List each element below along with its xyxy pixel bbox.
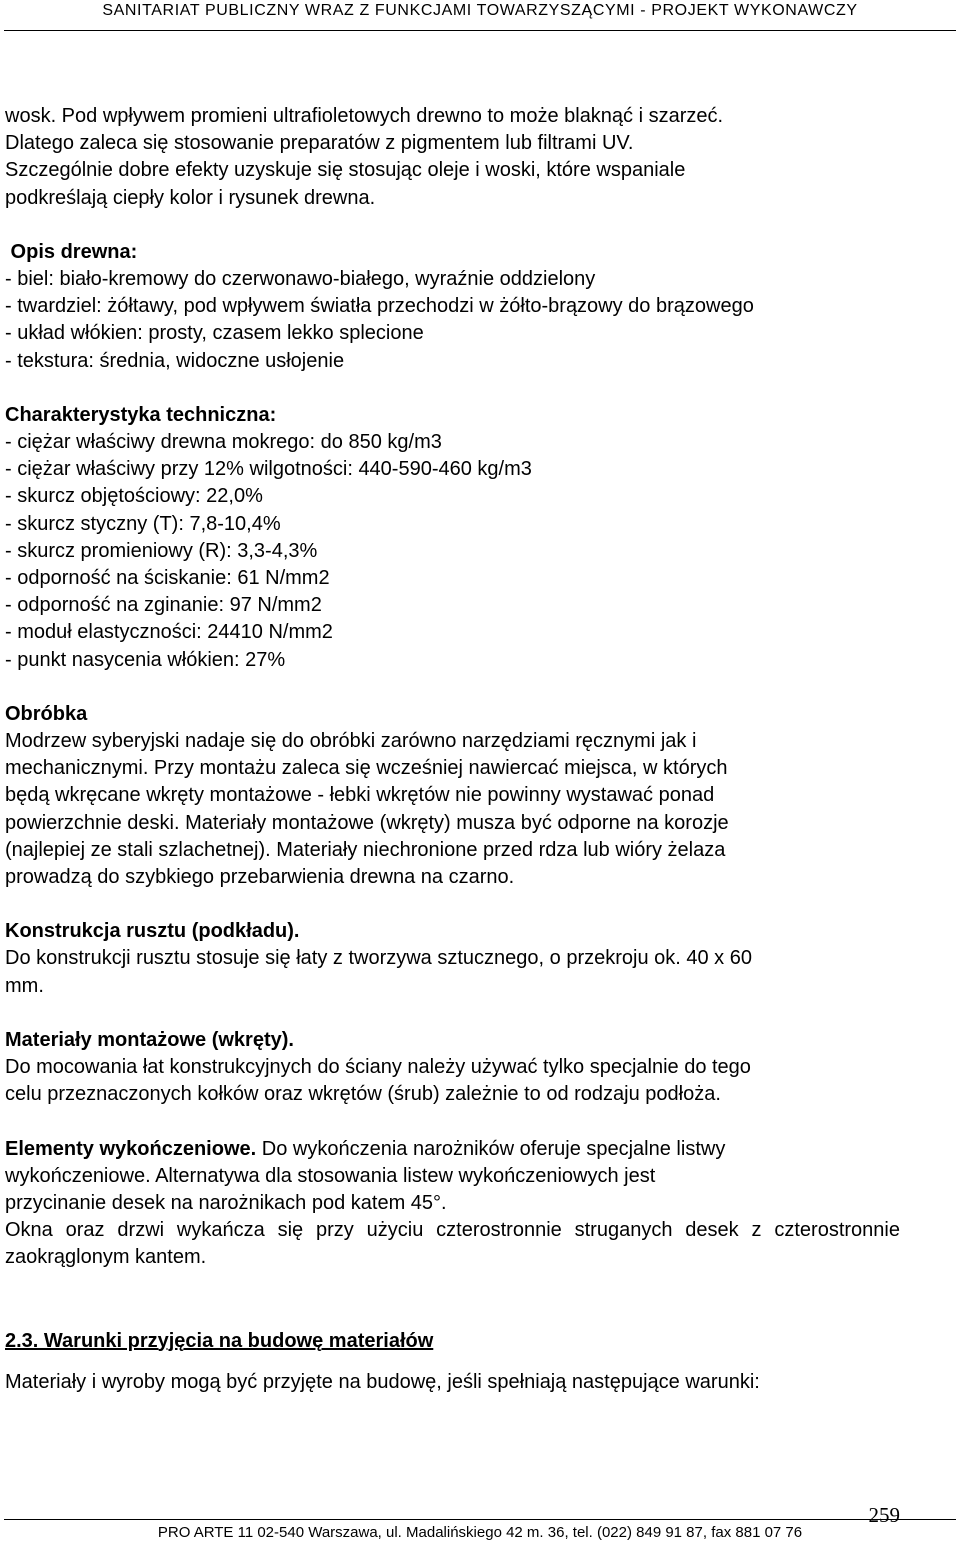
obrobka-line: Modrzew syberyjski nadaje się do obróbki zarówno narzędziami ręcznymi jak i <box>5 730 697 753</box>
elementy-line: wykończeniowe. Alternatywa dla stosowania listew wykończeniowych jest <box>5 1164 656 1187</box>
page-header: SANITARIAT PUBLICZNY WRAZ Z FUNKCJAMI TOWARZYSZĄCYMI - PROJEKT WYKONAWCZY <box>102 2 858 19</box>
section-2-3-title: 2.3. Warunki przyjęcia na budowę materiałów <box>5 1329 434 1352</box>
spec-item: - ciężar właściwy przy 12% wilgotności: 440-590-460 kg/m3 <box>5 458 532 481</box>
charakterystyka-section <box>5 402 905 674</box>
elementy-first-line <box>5 1136 905 1163</box>
elementy-section <box>5 1136 905 1272</box>
materialy-section <box>5 1027 905 1109</box>
elementy-text: Do wykończenia narożników oferuje specjalne listwy <box>256 1137 726 1160</box>
footer-rule <box>4 1519 956 1520</box>
elementy-line: przycinanie desek na narożnikach pod katem 45°. <box>5 1191 447 1214</box>
page-footer: PRO ARTE 11 02-540 Warszawa, ul. Madalińskiego 42 m. 36, tel. (022) 849 91 87, fax 881 07 76 <box>157 1524 803 1541</box>
spec-item: - ciężar właściwy drewna mokrego: do 850 kg/m3 <box>5 431 442 454</box>
intro-line: podkreślają ciepły kolor i rysunek drewna. <box>5 186 376 209</box>
materialy-line: celu przeznaczonych kołków oraz wkrętów (śrub) zależnie to od rodzaju podłoża. <box>5 1083 721 1106</box>
opis-item: - biel: biało-kremowy do czerwonawo-białego, wyraźnie oddzielony <box>5 268 596 291</box>
opis-section <box>5 239 905 375</box>
opis-item: - tekstura: średnia, widoczne usłojenie <box>5 349 345 372</box>
obrobka-line: prowadzą do szybkiego przebarwienia drewna na czarno. <box>5 866 515 889</box>
ruszt-section <box>5 918 905 1000</box>
obrobka-line: mechanicznymi. Przy montażu zaleca się wcześniej nawiercać miejsca, w których <box>5 757 728 780</box>
header-rule <box>4 30 956 31</box>
materialy-heading: Materiały montażowe (wkręty). <box>5 1028 294 1051</box>
ruszt-line: Do konstrukcji rusztu stosuje się łaty z tworzywa sztucznego, o przekroju ok. 40 x 60 <box>5 947 752 970</box>
obrobka-heading: Obróbka <box>5 702 88 725</box>
obrobka-section <box>5 701 905 891</box>
page-number: 259 <box>868 1503 900 1527</box>
section-2-3 <box>5 1328 905 1396</box>
intro-line: Dlatego zaleca się stosowanie preparatów z pigmentem lub filtrami UV. <box>5 132 634 155</box>
opis-item: - układ włókien: prosty, czasem lekko splecione <box>5 322 424 345</box>
elementy-heading: Elementy wykończeniowe. <box>5 1137 257 1160</box>
intro-line: Szczególnie dobre efekty uzyskuje się stosując oleje i woski, które wspaniale <box>5 159 686 182</box>
materialy-line: Do mocowania łat konstrukcyjnych do ściany należy używać tylko specjalnie do tego <box>5 1056 751 1079</box>
opis-heading: Opis drewna: <box>5 240 138 263</box>
spec-item: - punkt nasycenia włókien: 27% <box>5 648 286 671</box>
spec-item: - moduł elastyczności: 24410 N/mm2 <box>5 621 333 644</box>
opis-item: - twardziel: żółtawy, pod wpływem światła przechodzi w żółto-brązowy do brązowego <box>5 295 754 318</box>
obrobka-line: (najlepiej ze stali szlachetnej). Materiały niechronione przed rdza lub wióry żelaza <box>5 838 726 861</box>
obrobka-line: będą wkręcane wkręty montażowe - łebki wkrętów nie powinny wystawać ponad <box>5 784 715 807</box>
spec-item: - skurcz styczny (T): 7,8-10,4% <box>5 512 281 535</box>
ruszt-heading: Konstrukcja rusztu (podkładu). <box>5 920 300 943</box>
spec-item: - skurcz promieniowy (R): 3,3-4,3% <box>5 539 318 562</box>
ruszt-line: mm. <box>5 974 44 997</box>
document-body <box>5 103 905 1396</box>
okna-paragraph: Okna oraz drzwi wykańcza się przy użyciu czterostronnie struganych desek z czterostronnie zaokrąglonym kantem. <box>5 1219 900 1269</box>
intro-paragraph <box>5 103 905 212</box>
obrobka-line: powierzchnie deski. Materiały montażowe (wkręty) musza być odporne na korozje <box>5 811 729 834</box>
section-2-3-text: Materiały i wyroby mogą być przyjęte na budowę, jeśli spełniają następujące warunki: <box>5 1370 760 1393</box>
spec-item: - odporność na zginanie: 97 N/mm2 <box>5 594 322 617</box>
spec-item: - skurcz objętościowy: 22,0% <box>5 485 263 508</box>
charakterystyka-heading: Charakterystyka techniczna: <box>5 403 277 426</box>
spec-item: - odporność na ściskanie: 61 N/mm2 <box>5 567 330 590</box>
intro-line: wosk. Pod wpływem promieni ultrafioletowych drewno to może blaknąć i szarzeć. <box>5 105 724 127</box>
